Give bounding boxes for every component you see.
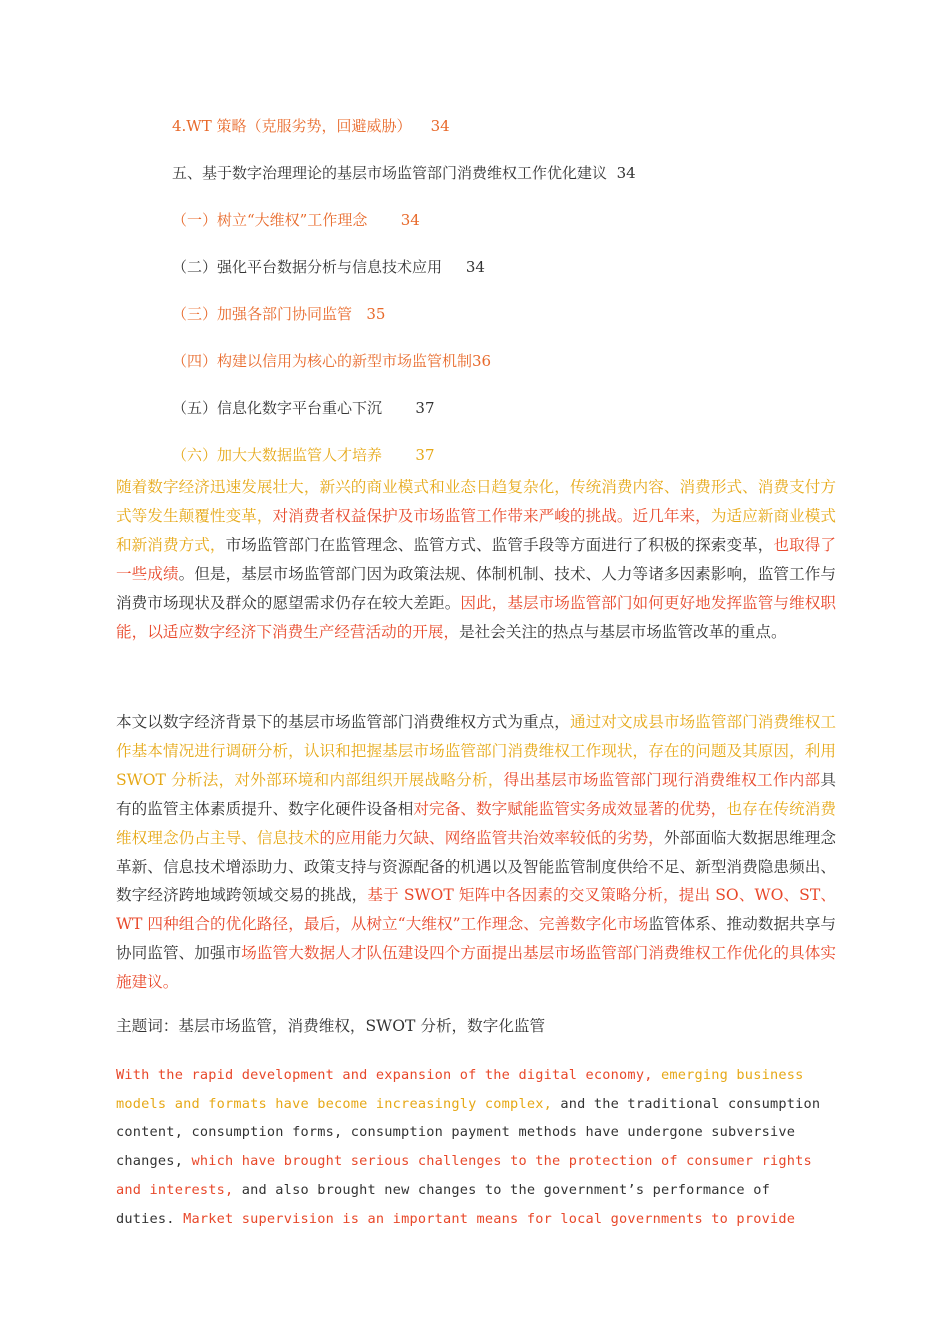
text-run: 基于 SWOT 矩阵中各因素的交叉策略分析，提出 SO、WO、ST、WT 四种组合的优化路径，最后，从树立“大维权”工作理念、完善数字化市场 [116, 886, 836, 934]
toc-entry-title: （三）加强各部门协同监管 [172, 305, 353, 323]
toc-gap [352, 305, 366, 323]
text-run: emerging business models and formats have become increasingly complex, [116, 1067, 804, 1112]
text-run: 对完备、数字赋能监管实务成效显著的优势， [413, 799, 727, 818]
keywords-line: 主题词：基层市场监管，消费维权，SWOT 分析，数字化监管 [116, 1017, 546, 1035]
toc-page-number: 35 [366, 305, 386, 323]
toc-entry[interactable] [172, 249, 872, 296]
text-run: 因此，基层市场监管部门如何更好地发挥监管与维权职能，以适应数字经济下消费生产经营活动的开展， [116, 593, 836, 641]
text-run: Market supervision is an important means for local governments to provide [183, 1210, 796, 1227]
toc-page-number: 37 [415, 446, 435, 464]
table-of-contents [172, 108, 872, 484]
abstract-paragraph-2 [116, 708, 836, 997]
text-run: 场监管大数据人才队伍建设四个方面提出基层市场监管部门消费维权工作优化的具体实施建议。 [116, 944, 836, 992]
english-abstract [116, 1061, 836, 1233]
text-run: 通过对文成县市场监管部门消费维权工作基本情况进行调研分析，认识和把握基层市场监管部门消费维权工作现状，存在的问题及其原因，利用 SWOT 分析法，对外部环境和内部组织开展战略分析， [116, 713, 836, 789]
toc-gap [382, 446, 415, 464]
toc-gap [367, 211, 400, 229]
text-run: 对消费者权益保护及市场监管工作带来严峻的挑战。近几年来， [272, 506, 711, 525]
text-run: 。但是，基层市场监管部门因为政策法规、体制机制、技术、人力等诸多因素影响，监管工作与消费市场现状及群众的愿望需求仍存在较大差距。 [116, 564, 836, 612]
toc-gap [412, 117, 431, 135]
toc-gap [382, 399, 415, 417]
toc-entry[interactable] [172, 155, 872, 202]
toc-entry-title: （一）树立“大维权”工作理念 [172, 211, 368, 229]
toc-page-number: 34 [430, 117, 450, 135]
toc-page-number: 34 [400, 211, 420, 229]
text-run: 本文以数字经济背景下的基层市场监管部门消费维权方式为重点， [116, 713, 570, 731]
text-run: 外部面临大数据思维理念革新、信息技术增添助力、政策支持与资源配备的机遇以及智能监管制度供给不足、新型消费隐患频出、数字经济跨地域跨领域交易的挑战， [116, 828, 836, 905]
text-run: and the traditional consumption content, consumption forms, consumption payment methods have undergone subversive changes, [116, 1095, 821, 1170]
text-run: 也存在传统消费维权理念仍占主导、信息技术 [116, 799, 836, 847]
toc-entry[interactable] [172, 390, 872, 437]
toc-entry[interactable] [172, 296, 872, 343]
toc-page-number: 37 [415, 399, 435, 417]
toc-gap [607, 164, 617, 182]
toc-entry-title: 4.WT 策略（克服劣势，回避威胁） [172, 117, 412, 135]
toc-entry[interactable] [172, 343, 872, 390]
text-run: 随着数字经济迅速发展壮大，新兴的商业模式和业态日趋复杂化，传统消费内容、消费形式、消费支付方式等发生颠覆性变革， [116, 478, 836, 525]
toc-entry[interactable] [172, 202, 872, 249]
toc-page-number: 34 [616, 164, 636, 182]
toc-entry-title: （四）构建以信用为核心的新型市场监管机制 [172, 352, 473, 370]
text-run: 具有的监管主体素质提升、数字化硬件设备相 [116, 770, 836, 818]
toc-entry-title: （六）加大大数据监管人才培养 [172, 446, 383, 464]
text-run: and also brought new changes to the government’s performance of duties. [116, 1181, 770, 1227]
abstract-paragraph-1 [116, 473, 836, 646]
text-run: which have brought serious challenges to the protection of consumer rights and interests, [116, 1153, 812, 1198]
text-run: 的应用能力欠缺、网络监管共治效率较低的劣势， [319, 828, 664, 847]
text-run: 监管体系、推动数据共享与协同监管、加强市 [116, 915, 836, 963]
toc-entry-title: （二）强化平台数据分析与信息技术应用 [172, 258, 443, 276]
toc-page-number: 36 [472, 352, 492, 370]
toc-entry-title: 五、基于数字治理理论的基层市场监管部门消费维权工作优化建议 [172, 164, 608, 182]
toc-gap [442, 258, 466, 276]
text-run: 也取得了一些成绩 [116, 535, 836, 583]
text-run: 得出基层市场监管部门现行消费维权工作内部 [503, 770, 821, 789]
text-run: With the rapid development and expansion of the digital economy, [116, 1067, 661, 1083]
toc-page-number: 34 [465, 258, 485, 276]
text-run: 市场监管部门在监管理念、监管方式、监管手段等方面进行了积极的探索变革， [225, 535, 774, 554]
text-run: 是社会关注的热点与基层市场监管改革的重点。 [459, 622, 787, 641]
text-run: 为适应新商业模式和新消费方式， [116, 506, 836, 554]
toc-entry-title: （五）信息化数字平台重心下沉 [172, 399, 383, 417]
toc-entry[interactable] [172, 108, 872, 155]
